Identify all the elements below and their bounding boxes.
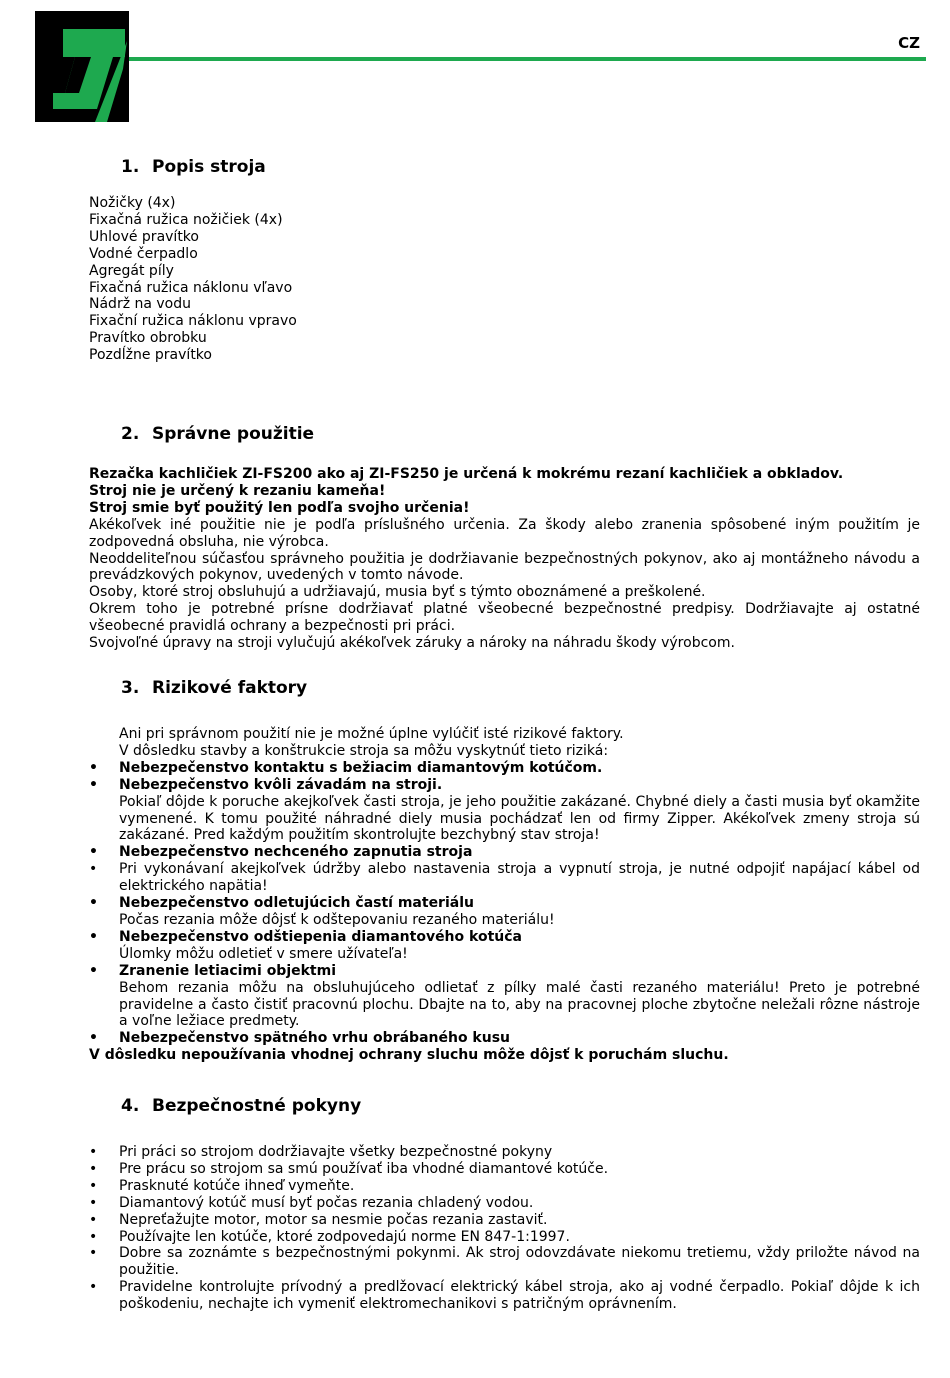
list-item: • Nepreťažujte motor, motor sa nesmie počas rezania zastaviť. (89, 1212, 920, 1229)
list-item: Nádrž na vodu (89, 296, 192, 313)
paragraph: Akékoľvek iné použitie nie je podľa príslušného určenia. Za škody alebo zranenia spôsobené iným použitím je zodpovedná obsluha, nie výrobca. (89, 516, 920, 550)
section-4-number: 4. (121, 1096, 140, 1116)
section-3-number: 3. (121, 678, 140, 698)
risk-item: • Nebezpečenstvo odletujúcich častí materiálu (89, 895, 920, 912)
paragraph: Neoddeliteľnou súčasťou správneho použitia je dodržiavanie bezpečnostných pokynov, ako aj montážneho návodu a prevádzkových pokynov, uvedených v tomto návode. (89, 550, 920, 584)
risk-item: • Zranenie letiacimi objektmi (89, 963, 920, 980)
risk-description: Počas rezania môže dôjsť k odštepovaniu rezaného materiálu! (119, 911, 555, 928)
list-item: Agregát píly (89, 262, 174, 279)
section-1-title (121, 157, 266, 177)
paragraph: Svojvoľné úpravy na stroji vylučujú akékoľvek záruky a nároky na náhradu škody výrobcom. (89, 635, 735, 652)
bold-statement: Rezačka kachličiek ZI-FS200 ako aj ZI-FS250 je určená k mokrému rezaní kachličiek a obkladov. (89, 466, 844, 482)
list-item: Uhlové pravítko (89, 228, 199, 245)
risk-factors-text (89, 726, 920, 1064)
list-item: Fixační ružica náklonu vpravo (89, 313, 297, 330)
bold-statement: V dôsledku nepoužívania vhodnej ochrany sluchu môže dôjsť k poruchám sluchu. (89, 1047, 729, 1064)
section-3-title (121, 678, 307, 698)
list-item: • Prasknuté kotúče ihneď vymeňte. (89, 1178, 920, 1195)
list-item: Fixačná ružica nožičiek (4x) (89, 211, 283, 228)
risk-item: • Nebezpečenstvo spätného vrhu obrábaného kusu (89, 1030, 920, 1047)
paragraph: V dôsledku stavby a konštrukcie stroja sa môžu vyskytnúť tieto riziká: (119, 742, 609, 759)
list-item: • Pre prácu so strojom sa smú používať iba vhodné diamantové kotúče. (89, 1161, 920, 1178)
risk-description: Úlomky môžu odletieť v smere užívateľa! (119, 945, 408, 962)
intended-use-text (89, 466, 920, 652)
bold-statement: Stroj smie byť použitý len podľa svojho určenia! (89, 499, 470, 516)
section-4-title (121, 1096, 361, 1116)
risk-item: • Nebezpečenstvo kontaktu s bežiacim diamantovým kotúčom. (89, 760, 920, 777)
list-item: • Dobre sa zoznámte s bezpečnostnými pokynmi. Ak stroj odovzdávate niekomu tretiemu, vždy priložte návod na použitie. (89, 1245, 920, 1279)
section-2-title (121, 424, 314, 444)
section-4-heading: Bezpečnostné pokyny (152, 1096, 362, 1116)
machine-parts-list (89, 195, 920, 364)
section-1-number: 1. (121, 157, 140, 177)
language-code: CZ (898, 34, 920, 52)
risk-description: • Pri vykonávaní akejkoľvek údržby alebo nastavenia stroja a vypnutí stroja, je nutné odpojiť napájací kábel od elektrického napätia! (89, 861, 920, 895)
paragraph: Okrem toho je potrebné prísne dodržiavať platné všeobecné bezpečnostné predpisy. Dodržiavajte aj ostatné všeobecné pravidlá ochrany a bezpečnosti pri práci. (89, 601, 920, 635)
zipper-z-logo-icon (35, 11, 129, 122)
paragraph: Ani pri správnom použití nie je možné úplne vylúčiť isté rizikové faktory. (119, 726, 624, 742)
list-item: • Používajte len kotúče, ktoré zodpovedajú norme EN 847-1:1997. (89, 1229, 920, 1246)
list-item: • Pri práci so strojom dodržiavajte všetky bezpečnostné pokyny (89, 1144, 920, 1161)
list-item: • Diamantový kotúč musí byť počas rezania chladený vodou. (89, 1195, 920, 1212)
zipper-logo (35, 11, 129, 122)
risk-item: • Nebezpečenstvo kvôli závadám na stroji. (89, 777, 920, 794)
list-item: Pravítko obrobku (89, 330, 207, 347)
header-rule (129, 57, 926, 61)
risk-item: • Nebezpečenstvo nechceného zapnutia stroja (89, 844, 920, 861)
list-item: Pozdĺžne pravítko (89, 347, 212, 364)
risk-item: • Nebezpečenstvo odštiepenia diamantového kotúča (89, 929, 920, 946)
paragraph: Osoby, ktoré stroj obsluhujú a udržiavajú, musia byť s týmto oboznámené a preškolené. (89, 584, 706, 601)
list-item: Vodné čerpadlo (89, 245, 198, 262)
list-item: Fixačná ružica náklonu vľavo (89, 279, 293, 296)
section-2-number: 2. (121, 424, 140, 444)
section-2-heading: Správne použitie (152, 424, 315, 444)
risk-description: Pokiaľ dôjde k poruche akejkoľvek časti stroja, je jeho použitie zakázané. Chybné diely a časti musia byť okamžite vymenené. K tomu použité náhradné diely musia pochádzať len od firmy Zipper. Akékoľvek zmeny stroja sú zakázané. Pred každým použitím skontrolujte bezchybný stav stroja! (119, 793, 920, 844)
list-item: Nožičky (4x) (89, 195, 176, 211)
section-1-heading: Popis stroja (152, 157, 266, 177)
bold-statement: Stroj nie je určený k rezaniu kameňa! (89, 482, 386, 499)
list-item: • Pravidelne kontrolujte prívodný a predlžovací elektrický kábel stroja, ako aj vodné čerpadlo. Pokiaľ dôjde k ich poškodeniu, nechajte ich vymeniť elektromechanikovi s patričným oprávnením. (89, 1279, 920, 1313)
risk-description: Behom rezania môžu na obsluhujúceho odlietať z pílky malé časti rezaného materiálu! Preto je potrebné pravidelne a často čistiť pracovnú plochu. Dbajte na to, aby na pracovnej ploche zbytočne neležali rôzne nástroje a voľne ležiace predmety. (119, 979, 920, 1030)
section-3-heading: Rizikové faktory (152, 678, 308, 698)
safety-instructions-list (89, 1144, 920, 1313)
